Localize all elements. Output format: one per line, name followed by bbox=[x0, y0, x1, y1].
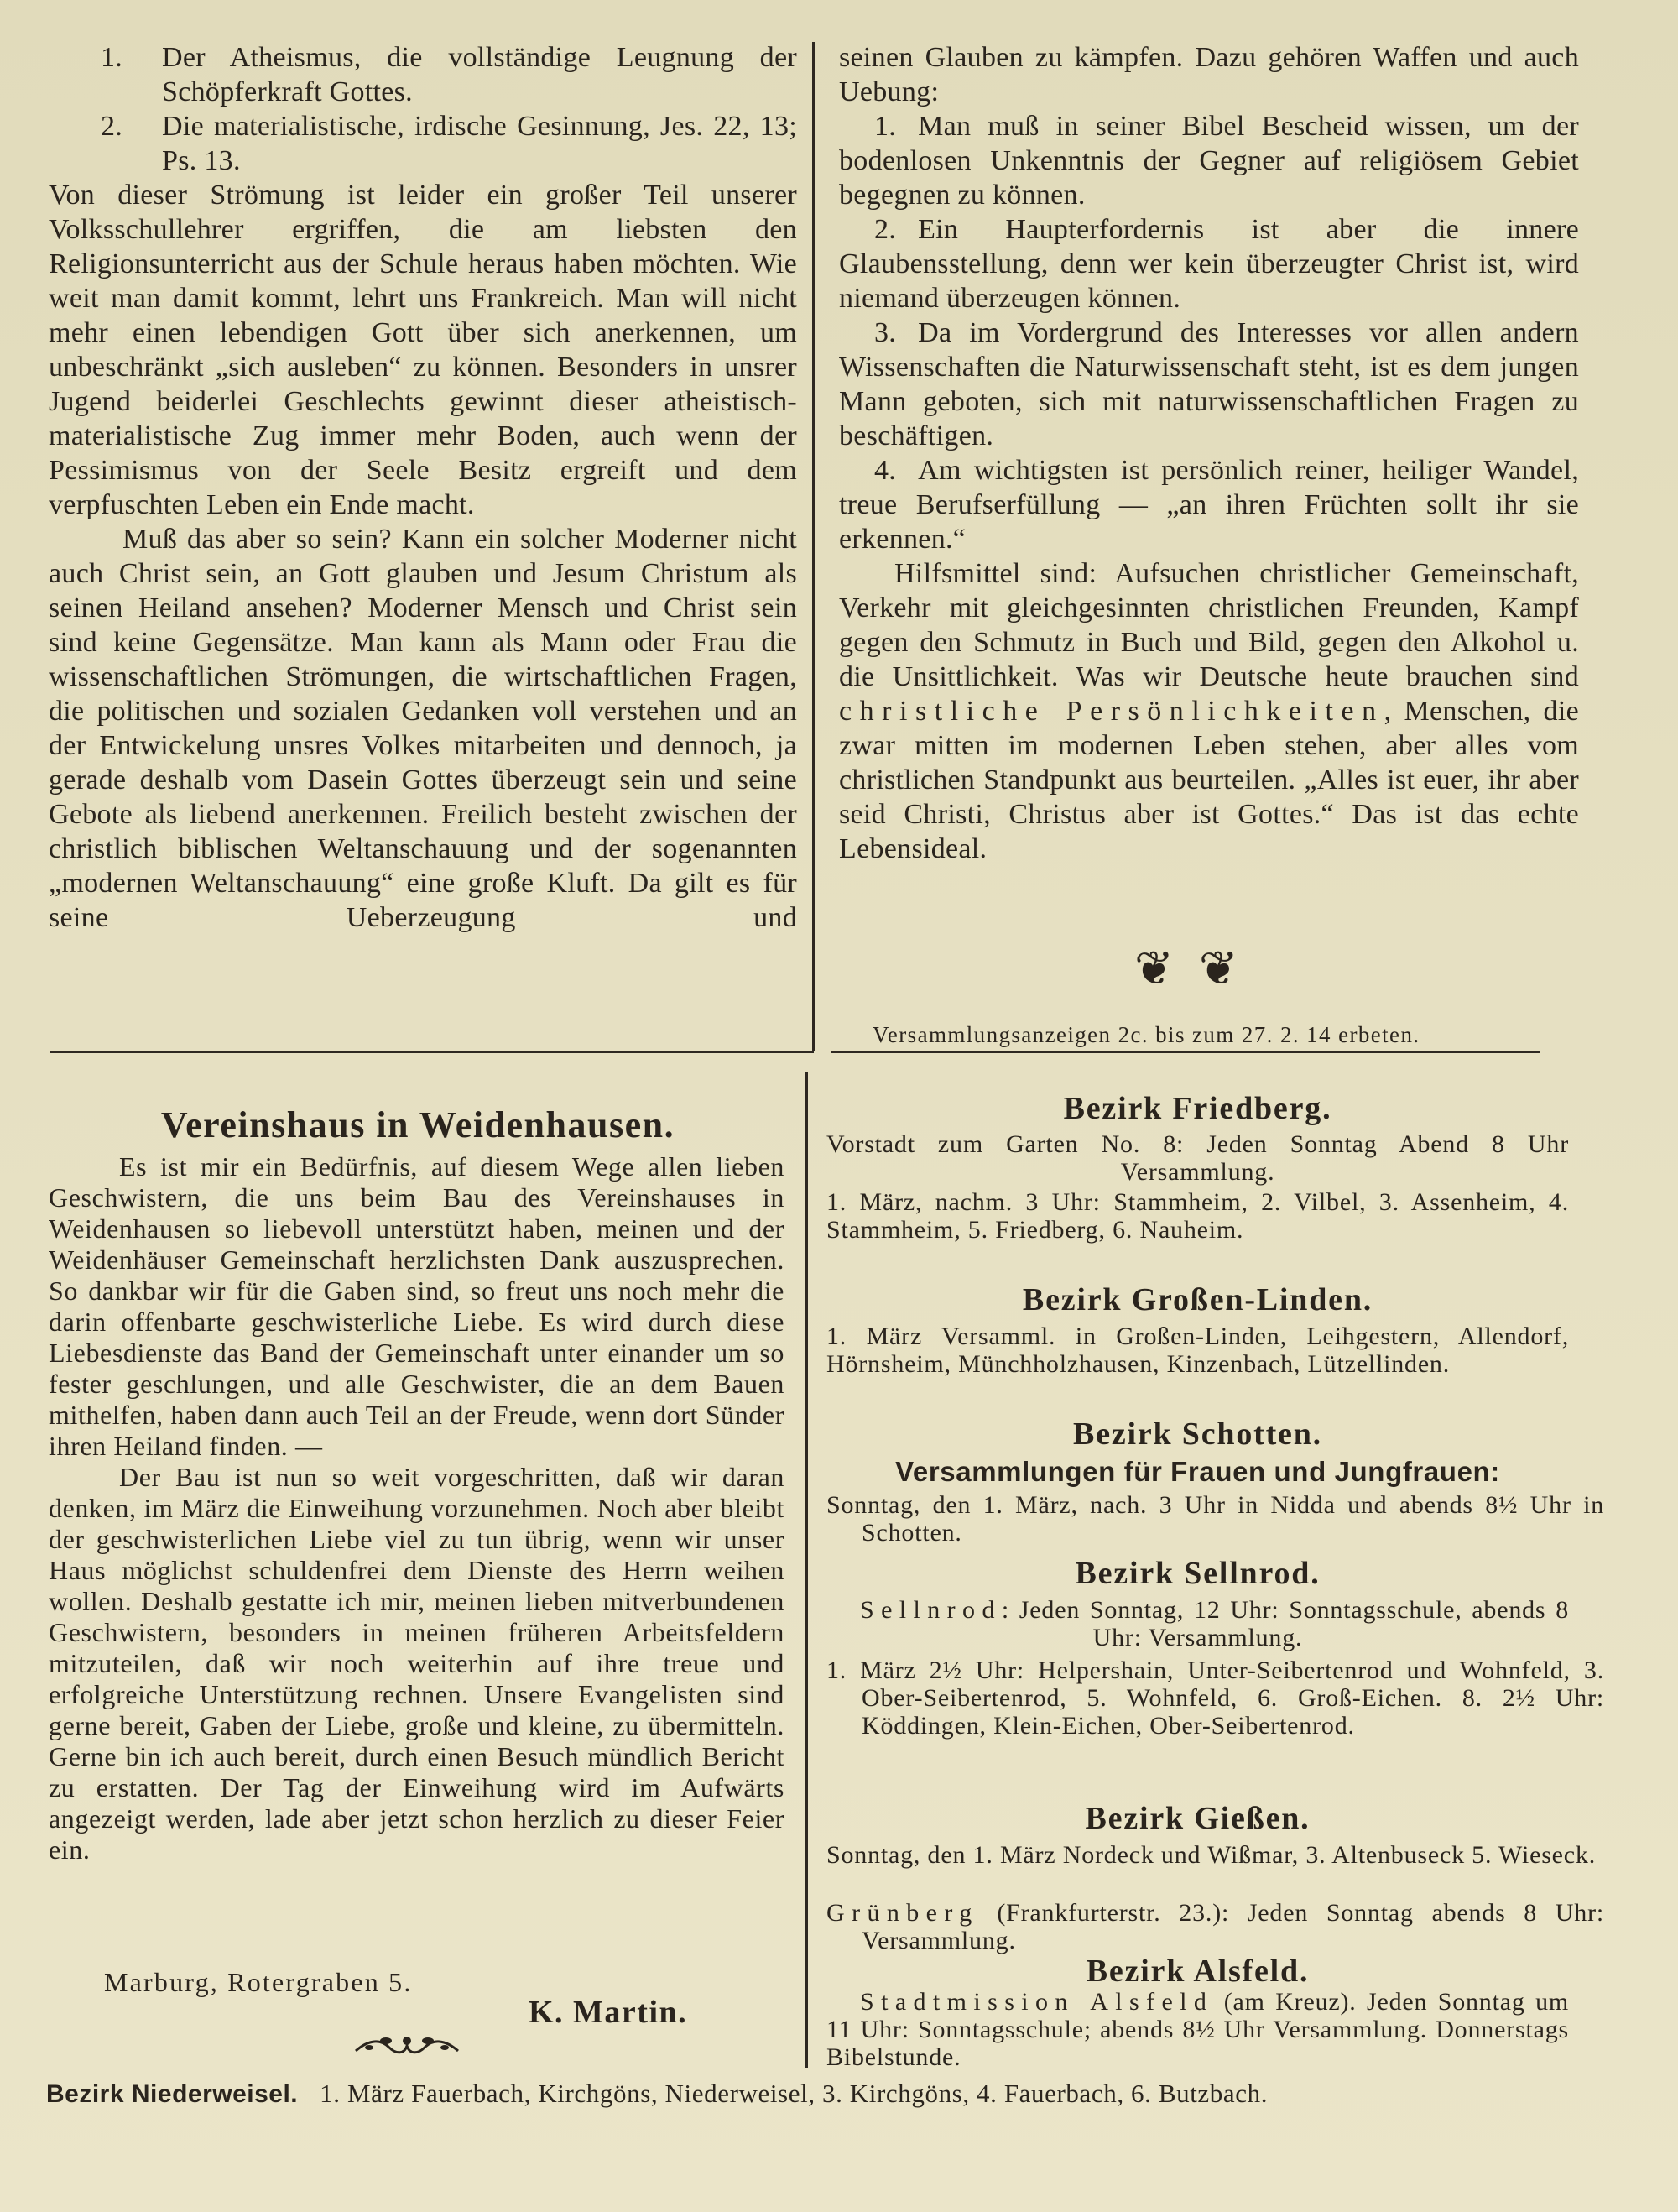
column-divider bbox=[805, 1072, 808, 2068]
spaced-place-name: Grünberg bbox=[826, 1899, 979, 1927]
paragraph bbox=[839, 556, 1579, 866]
list-text: Ein Haupterfordernis ist aber die innere Glaubensstellung, denn wer kein überzeugter Christ ist, wird niemand überzeugen können. bbox=[839, 214, 1579, 314]
list-text: Der Atheismus, die vollständige Leugnung der Schöpferkraft Gottes. bbox=[162, 42, 797, 107]
district-heading-alsfeld: Bezirk Alsfeld. bbox=[1086, 1954, 1310, 1989]
paragraph: Muß das aber so sein? Kann ein solcher Moderner nicht auch Christ sein, an Gott glauben und Jesum Christum als seinen Heiland ansehen? Moderner Mensch und Christ sein sind keine Gegensätze. Man kann als Mann oder Frau die wissenschaftlichen Strömungen, die wirtschaftlichen Fragen, die politischen und sozialen Gedanken voll verstehen und an der Entwickelung unsres Volkes mitarbeiten und dennoch, ja gerade deshalb vom Dasein Gottes überzeugt sein und seine Gebote als liebend anerkennen. Freilich besteht zwischen der christlich biblischen Weltanschauung und der sogenannten „modernen Weltanschauung“ eine große Kluft. Da gilt es für seine Ueberzeugung und bbox=[49, 524, 797, 933]
list-text: Die materialistische, irdische Gesinnung, Jes. 22, 13; Ps. 13. bbox=[162, 111, 797, 176]
paragraph: Es ist mir ein Bedürfnis, auf diesem Wege allen lieben Geschwistern, die uns beim Bau des Vereinshauses in Weidenhausen so liebevoll unterstützt haben, meinen und der Weidenhäuser Gemeinschaft herzlichsten Dank auszusprechen. So dankbar wir für die Gaben sind, so freut uns noch mehr die darin offenbarte geschwisterliche Liebe. Es wird durch diese Liebesdienste das Band der Gemeinschaft unter einander um so fester geschlungen, und alle Geschwister, die an dem Bauen mithelfen, haben dann auch Teil an der Freude, wenn dort Sünder ihren Heiland finden. — bbox=[49, 1151, 784, 1461]
district-text: 1. März 2½ Uhr: Helpershain, Unter-Seibertenrod und Wohnfeld, 3. Ober-Seibertenrod, 5. Wohnfeld, 6. Groß-Eichen. 8. 2½ Uhr: Köddingen, Klein-Eichen, Ober-Seibertenrod. bbox=[826, 1656, 1604, 1740]
list-text: Am wichtigsten ist persönlich reiner, heiliger Wandel, treue Berufserfüllung — „an ihren Früchten sollt ihr sie erkennen.“ bbox=[839, 455, 1579, 555]
district-text: Sonntag, den 1. März, nach. 3 Uhr in Nidda und abends 8½ Uhr in Schotten. bbox=[826, 1491, 1604, 1547]
district-heading-grossen-linden: Bezirk Großen-Linden. bbox=[1022, 1282, 1373, 1317]
section-rule-left bbox=[50, 1051, 814, 1053]
article-signature: K. Martin. bbox=[529, 1995, 688, 2030]
district-text-rest: (Frankfurterstr. 23.): Jeden Sonntag abends 8 Uhr: Versammlung. bbox=[862, 1899, 1604, 1954]
list-item bbox=[49, 109, 797, 178]
district-text bbox=[826, 1596, 1569, 1651]
district-text bbox=[826, 1899, 1604, 1954]
top-left-column bbox=[49, 40, 797, 935]
list-item bbox=[49, 40, 797, 109]
district-text: Vorstadt zum Garten No. 8: Jeden Sonntag Abend 8 Uhr Versammlung. bbox=[826, 1130, 1569, 1186]
article-location: Marburg, Rotergraben 5. bbox=[104, 1967, 413, 1997]
list-number: 1. bbox=[874, 111, 897, 142]
district-label: Bezirk Niederweisel. bbox=[46, 2080, 299, 2108]
top-right-column bbox=[839, 40, 1579, 866]
district-text: 1. März Versamml. in Großen-Linden, Leihgestern, Allendorf, Hörnsheim, Münchholzhausen, Kinzenbach, Lützellinden. bbox=[826, 1323, 1569, 1378]
article-title: Vereinshaus in Weidenhausen. bbox=[160, 1104, 675, 1145]
floral-heart-icon bbox=[1199, 942, 1264, 996]
list-number: 4. bbox=[874, 455, 897, 486]
district-text: Sonntag, den 1. März Nordeck und Wißmar, 3. Altenbuseck 5. Wieseck. bbox=[826, 1841, 1597, 1869]
district-heading-friedberg: Bezirk Friedberg. bbox=[1063, 1091, 1332, 1126]
spaced-emphasis: christliche Persönlichkeiten bbox=[839, 696, 1384, 727]
district-text-rest: (am Kreuz). Jeden Sonntag um 11 Uhr: Sonntagsschule; abends 8½ Uhr Versammlung. Donnerstags Bibelstunde. bbox=[826, 1988, 1570, 2071]
paragraph: Der Bau ist nun so weit vorgeschritten, daß wir daran denken, im März die Einweihung vorzunehmen. Noch aber bleibt der geschwisterlichen Liebe viel zu tun übrig, wenn wir unser Haus möglichst schuldenfrei dem Dienste des Herrn weihen wollen. Deshalb gestatte ich mir, meinen lieben mitverbundenen Geschwistern, besonders in meinen früheren Arbeitsfeldern mitzuteilen, daß wir noch weiterhin auf ihre treue und erfolgreiche Unterstützung rechnen. Unsere Evangelisten sind gerne bereit, Gaben der Liebe, große und kleine, zu übermitteln. Gerne bin ich auch bereit, durch einen Besuch mündlich Bericht zu erstatten. Der Tag der Einweihung wird im Aufwärts angezeigt werden, lade aber jetzt schon herzlich zu dieser Feier ein. bbox=[49, 1462, 784, 1865]
district-text: 1. März, nachm. 3 Uhr: Stammheim, 2. Vilbel, 3. Assenheim, 4. Stammheim, 5. Friedberg, 6. Nauheim. bbox=[826, 1188, 1569, 1244]
district-heading-sellnrod: Bezirk Sellnrod. bbox=[1075, 1556, 1321, 1591]
district-text-rest: : Jeden Sonntag, 12 Uhr: Sonntagsschule, abends 8 Uhr: Versammlung. bbox=[1001, 1596, 1569, 1651]
section-rule-right bbox=[831, 1051, 1540, 1053]
spaced-place-name: Stadtmission Alsfeld bbox=[860, 1988, 1214, 2016]
paragraph: seinen Glauben zu kämpfen. Dazu gehören Waffen und auch Uebung: bbox=[839, 42, 1579, 107]
list-item bbox=[839, 316, 1579, 453]
district-niederweisel bbox=[46, 2078, 1640, 2110]
spaced-place-name: Sellnrod bbox=[860, 1596, 1002, 1624]
floral-heart-icon bbox=[1134, 942, 1199, 996]
district-heading-giessen: Bezirk Gießen. bbox=[1085, 1801, 1311, 1836]
closing-text: , Menschen, die zwar mitten im modernen Leben stehen, aber alles vom christlichen Standpunkt aus beurteilen. „Alles ist euer, ihr aber seid Christi, Christus aber ist Gottes.“ Das ist das echte Lebensideal. bbox=[839, 696, 1579, 864]
list-text: Man muß in seiner Bibel Bescheid wissen, um der bodenlosen Unkenntnis der Gegner auf religiösem Gebiet begegnen zu können. bbox=[839, 111, 1579, 211]
list-number: 2. bbox=[874, 214, 897, 245]
list-item bbox=[839, 109, 1579, 212]
district-heading-schotten: Bezirk Schotten. bbox=[1073, 1416, 1322, 1452]
list-text: Da im Vordergrund des Interesses vor allen andern Wissenschaften die Naturwissenschaft steht, ist es dem jungen Mann geboten, sich mit naturwissenschaftlichen Fragen zu beschäftigen. bbox=[839, 317, 1579, 451]
column-divider bbox=[812, 42, 815, 1051]
paragraph: Von dieser Strömung ist leider ein großer Teil unserer Volksschullehrer ergriffen, die am liebsten den Religionsunterricht aus der Schule heraus haben möchten. Wie weit man damit kommt, lehrt uns Frankreich. Man will nicht mehr einen lebendigen Gott über sich anerkennen, um unbeschränkt „sich ausleben“ zu können. Besonders in unsrer Jugend beiderlei Geschlechts gewinnt dieser atheistisch-materialistische Zug immer mehr Boden, auch wenn der Pessimismus von der Seele Besitz ergreift und dem verpfuschten Leben ein Ende macht. bbox=[49, 180, 797, 520]
district-subheading: Versammlungen für Frauen und Jungfrauen: bbox=[895, 1456, 1500, 1487]
closing-text: Hilfsmittel sind: Aufsuchen christlicher Gemeinschaft, Verkehr mit gleichgesinnten christlichen Freunden, Kampf gegen den Schmutz in Buch und Bild, gegen den Alkohol u. die Unsittlichkeit. Was wir Deutsche heute brauchen sind bbox=[839, 558, 1579, 692]
deadline-note: Versammlungsanzeigen 2c. bis zum 27. 2. 14 erbeten. bbox=[873, 1022, 1420, 1047]
floral-heart-icon bbox=[1134, 942, 1264, 996]
district-text bbox=[826, 1988, 1569, 2071]
list-item bbox=[839, 212, 1579, 316]
vine-flourish-icon bbox=[352, 2031, 461, 2059]
list-number: 2. bbox=[101, 111, 123, 142]
district-text: 1. März Fauerbach, Kirchgöns, Niederweisel, 3. Kirchgöns, 4. Fauerbach, 6. Butzbach. bbox=[320, 2079, 1269, 2108]
list-number: 1. bbox=[101, 42, 123, 73]
list-number: 3. bbox=[874, 317, 897, 348]
article-body bbox=[49, 1151, 784, 1865]
list-item bbox=[839, 453, 1579, 556]
